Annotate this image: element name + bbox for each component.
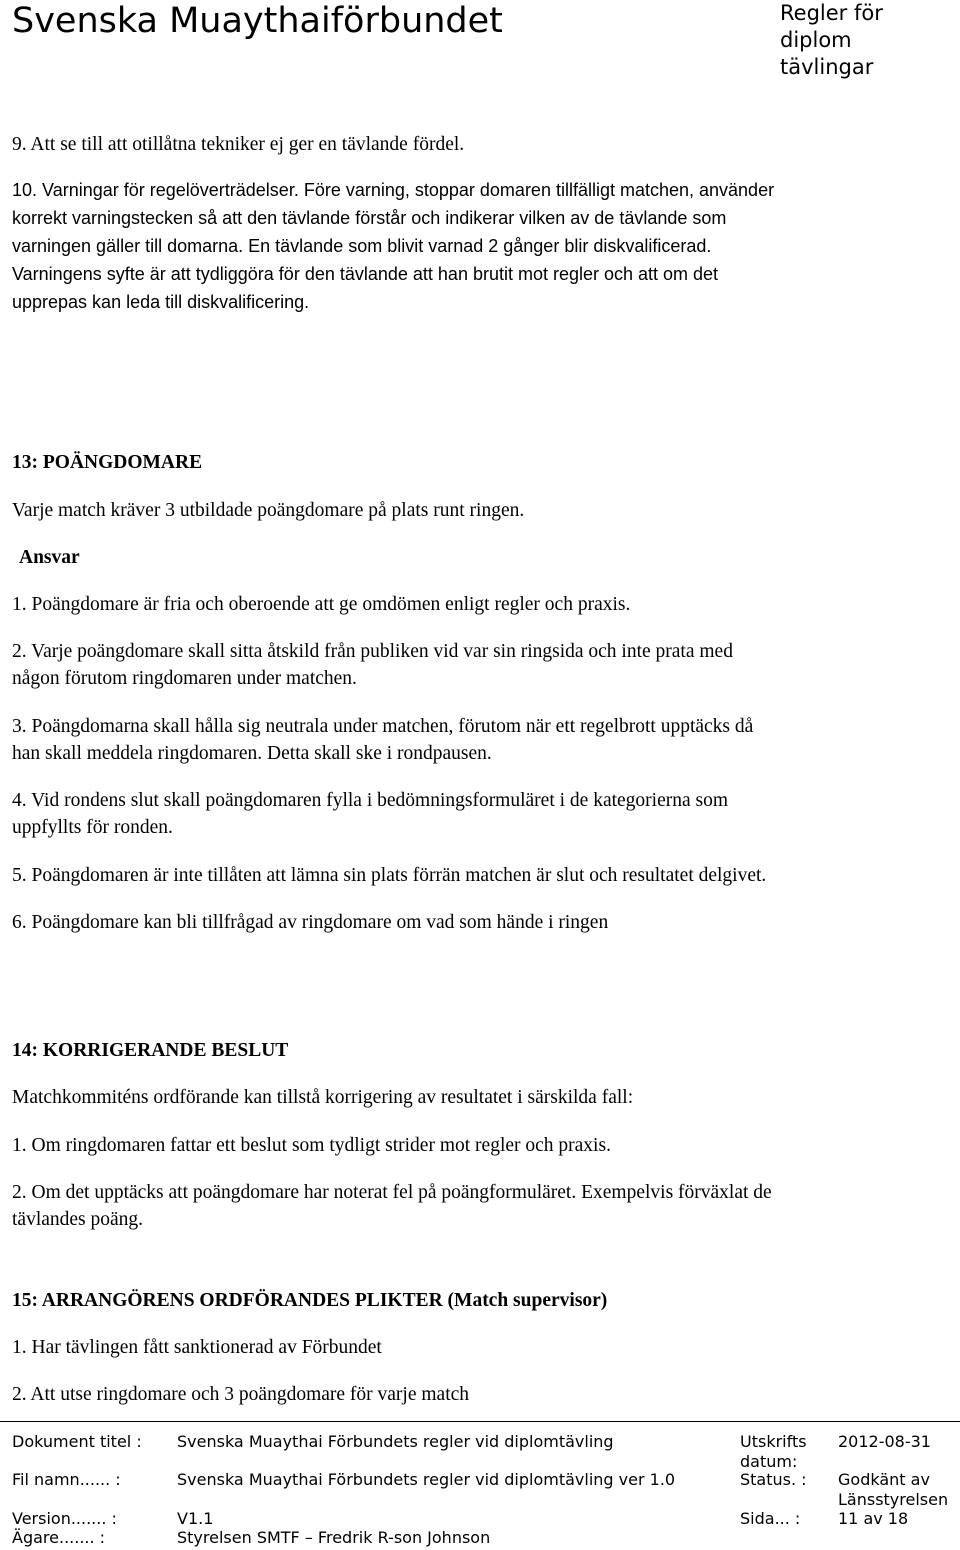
footer-page-value: 11 av 18	[838, 1509, 909, 1528]
footer-divider	[0, 1421, 960, 1422]
footer-version-label: Version....... :	[12, 1509, 117, 1528]
footer-doc-title-label: Dokument titel :	[12, 1432, 142, 1451]
text-line: upprepas kan leda till diskvalificering.	[12, 292, 310, 312]
footer-print-label-2: datum:	[740, 1452, 798, 1471]
footer-print-label: Utskrifts	[740, 1432, 807, 1451]
footer-doc-title-value: Svenska Muaythai Förbundets regler vid diplomtävling	[177, 1432, 614, 1451]
text-line: 2. Varje poängdomare skall sitta åtskild från publiken vid var sin ringsida och inte prata med	[12, 641, 733, 662]
footer-status-value-2: Länsstyrelsen	[838, 1490, 949, 1509]
text-line: 2. Om det upptäcks att poängdomare har noterat fel på poängformuläret. Exempelvis förväxlat de	[12, 1182, 772, 1203]
footer-file-label: Fil namn...... :	[12, 1470, 121, 1489]
list-item	[12, 1179, 952, 1233]
text-line: 3. Poängdomarna skall hålla sig neutrala under matchen, förutom när ett regelbrott upptäcks då	[12, 716, 754, 737]
list-item	[12, 638, 952, 692]
text-line: uppfyllts för ronden.	[12, 817, 173, 838]
text-line: varningen gäller till domarna. En tävlande som blivit varnad 2 gånger blir diskvalificerad.	[12, 236, 712, 256]
text-line: 10. Varningar för regelöverträdelser. Före varning, stoppar domaren tillfälligt matchen, använder	[12, 180, 775, 200]
list-item: 6. Poängdomare kan bli tillfrågad av ringdomare om vad som hände i ringen	[12, 912, 609, 933]
text-line: Varningens syfte är att tydliggöra för den tävlande att han brutit mot regler och att om det	[12, 264, 719, 284]
section-15-heading: 15: ARRANGÖRENS ORDFÖRANDES PLIKTER (Match supervisor)	[12, 1290, 608, 1311]
section-13-heading: 13: POÄNGDOMARE	[12, 452, 203, 473]
section-14-intro: Matchkommiténs ordförande kan tillstå korrigering av resultatet i särskilda fall:	[12, 1087, 634, 1108]
section-13-intro: Varje match kräver 3 utbildade poängdomare på plats runt ringen.	[12, 500, 525, 521]
list-item: 1. Om ringdomaren fattar ett beslut som tydligt strider mot regler och praxis.	[12, 1135, 611, 1156]
list-item	[12, 787, 952, 841]
doc-title-line: diplom	[780, 28, 852, 52]
footer-status-label: Status. :	[740, 1470, 807, 1489]
footer-status-value: Godkänt av	[838, 1470, 930, 1489]
footer-version-value: V1.1	[177, 1509, 214, 1528]
text-line: han skall meddela ringdomaren. Detta skall ske i rondpausen.	[12, 743, 492, 764]
list-item: 1. Poängdomare är fria och oberoende att ge omdömen enligt regler och praxis.	[12, 594, 631, 615]
document-short-title	[780, 0, 883, 81]
text-line: tävlandes poäng.	[12, 1209, 144, 1230]
paragraph-10	[12, 176, 952, 316]
footer-owner-label: Ägare....... :	[12, 1528, 106, 1547]
text-line: någon förutom ringdomaren under matchen.	[12, 668, 357, 689]
doc-title-line: Regler för	[780, 1, 883, 25]
footer-file-value: Svenska Muaythai Förbundets regler vid diplomtävling ver 1.0	[177, 1470, 676, 1489]
section-13-ansvar-heading: Ansvar	[19, 547, 80, 568]
list-item: 5. Poängdomaren är inte tillåten att lämna sin plats förrän matchen är slut och resultatet delgivet.	[12, 865, 767, 886]
section-14-heading: 14: KORRIGERANDE BESLUT	[12, 1040, 289, 1061]
footer-page-label: Sida... :	[740, 1509, 801, 1528]
list-item	[12, 713, 952, 767]
footer-print-date: 2012-08-31	[838, 1432, 931, 1451]
footer-owner-value: Styrelsen SMTF – Fredrik R-son Johnson	[177, 1528, 491, 1547]
doc-title-line: tävlingar	[780, 55, 874, 79]
list-item: 2. Att utse ringdomare och 3 poängdomare för varje match	[12, 1384, 470, 1405]
org-title: Svenska Muaythaiförbundet	[12, 1, 503, 41]
list-item: 1. Har tävlingen fått sanktionerad av Förbundet	[12, 1337, 382, 1358]
text-line: 4. Vid rondens slut skall poängdomaren fylla i bedömningsformuläret i de kategorierna som	[12, 790, 729, 811]
paragraph-9: 9. Att se till att otillåtna tekniker ej ger en tävlande fördel.	[12, 134, 465, 155]
text-line: korrekt varningstecken så att den tävlande förstår och indikerar vilken av de tävlande som	[12, 208, 727, 228]
